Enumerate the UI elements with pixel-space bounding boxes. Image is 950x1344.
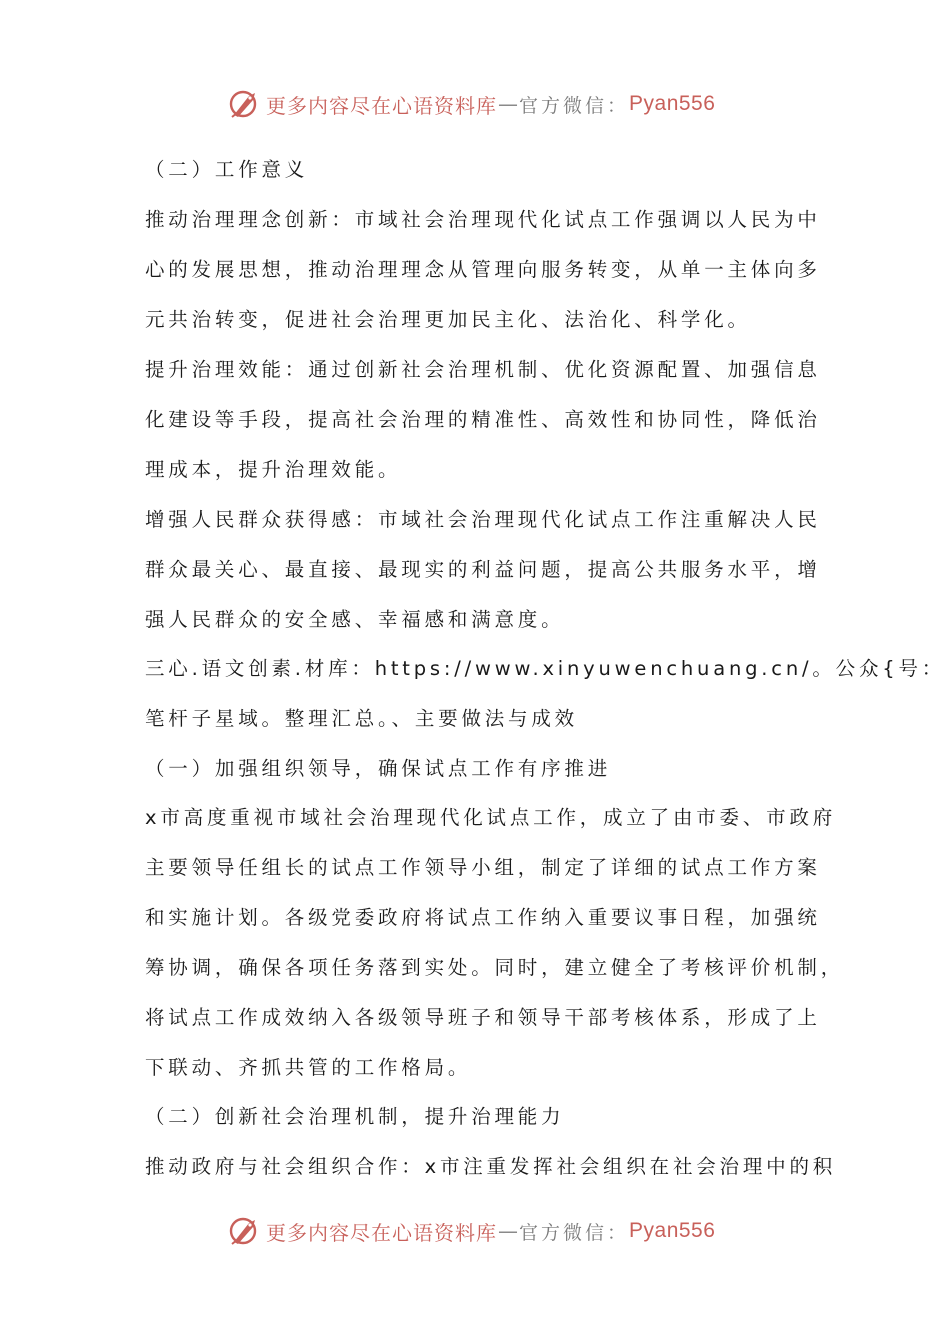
paragraph-line: 和实施计划。各级党委政府将试点工作纳入重要议事日程，加强统 <box>145 906 821 929</box>
paragraph-line: 将试点工作成效纳入各级领导班子和领导干部考核体系，形成了上 <box>145 1006 821 1029</box>
watermark-label: 官方微信： <box>519 94 630 117</box>
paragraph-line: 强人民群众的安全感、幸福感和满意度。 <box>145 608 565 631</box>
header-watermark <box>228 86 715 122</box>
section-heading: （一）加强组织领导，确保试点工作有序推进 <box>145 757 612 780</box>
paragraph-line: 元共治转变，促进社会治理更加民主化、法治化、科学化。 <box>145 308 751 331</box>
paragraph-line: 下联动、齐抓共管的工作格局。 <box>145 1056 472 1079</box>
paragraph-line: x市高度重视市域社会治理现代化试点工作，成立了由市委、市政府 <box>145 806 837 829</box>
watermark-label: 官方微信： <box>519 1221 630 1244</box>
paragraph-line: 推动治理理念创新：市域社会治理现代化试点工作强调以人民为中 <box>145 208 821 231</box>
section-heading: （二）工作意义 <box>145 158 309 181</box>
paragraph-line: 心的发展思想，推动治理理念从管理向服务转变，从单一主体向多 <box>145 258 821 281</box>
watermark-text: 更多内容尽在心语资料库 <box>266 1220 497 1245</box>
footer-watermark <box>228 1213 715 1249</box>
paragraph-line: 笔杆子星域。整理汇总。、主要做法与成效 <box>145 707 578 730</box>
paragraph-line: 增强人民群众获得感：市域社会治理现代化试点工作注重解决人民 <box>145 508 821 531</box>
paragraph-line: 三心.语文创素.材库：https://www.xinyuwenchuang.cn/。公众{号： <box>145 657 946 680</box>
paragraph-line: 主要领导任组长的试点工作领导小组，制定了详细的试点工作方案 <box>145 856 821 879</box>
pen-nib-icon <box>228 1214 262 1248</box>
paragraph-line: 群众最关心、最直接、最现实的利益问题，提高公共服务水平，增 <box>145 558 821 581</box>
section-heading: （二）创新社会治理机制，提升治理能力 <box>145 1105 565 1128</box>
paragraph-line: 推动政府与社会组织合作：x市注重发挥社会组织在社会治理中的积 <box>145 1155 837 1178</box>
watermark-account: Pyan556 <box>629 92 716 115</box>
paragraph-line: 化建设等手段，提高社会治理的精准性、高效性和协同性，降低治 <box>145 408 821 431</box>
paragraph-line: 筹协调，确保各项任务落到实处。同时，建立健全了考核评价机制， <box>145 956 845 979</box>
pen-nib-icon <box>228 87 262 121</box>
watermark-dash: — <box>498 92 518 116</box>
watermark-text: 更多内容尽在心语资料库 <box>266 93 497 118</box>
paragraph-line: 提升治理效能：通过创新社会治理机制、优化资源配置、加强信息 <box>145 358 821 381</box>
paragraph-line: 理成本，提升治理效能。 <box>145 458 402 481</box>
watermark-account: Pyan556 <box>629 1219 716 1242</box>
watermark-dash: — <box>498 1219 518 1243</box>
